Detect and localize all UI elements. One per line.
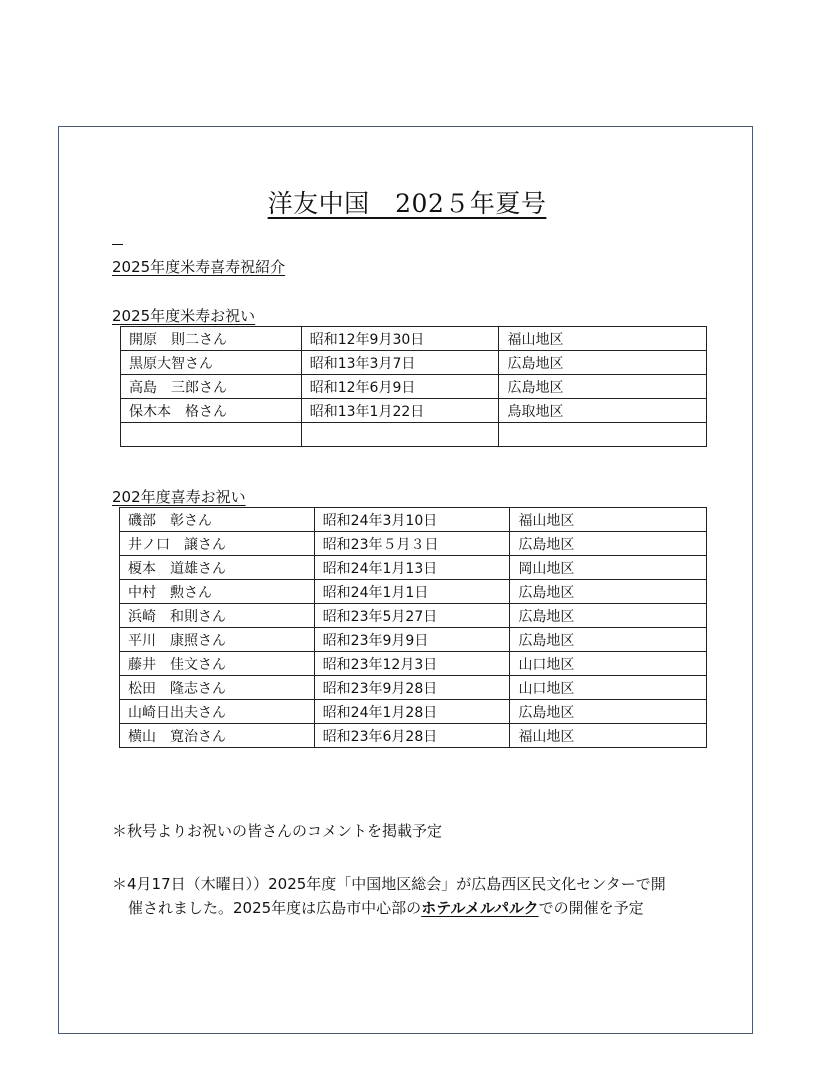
meeting-note-line2 bbox=[112, 896, 666, 920]
name-cell: 横山 寛治さん bbox=[120, 724, 315, 748]
district-cell: 広島地区 bbox=[510, 580, 707, 604]
comment-note: ＊秋号よりお祝いの皆さんのコメントを掲載予定 bbox=[112, 822, 443, 840]
name-cell: 黒原大智さん bbox=[121, 351, 302, 375]
birthdate-cell: 昭和23年9月9日 bbox=[314, 628, 510, 652]
meeting-note-line1: ＊4月17日（木曜日））2025年度「中国地区総会」が広島西区民文化センターで開 bbox=[112, 875, 666, 893]
beiju-heading: 2025年度米寿お祝い bbox=[112, 307, 256, 325]
intro-heading: 2025年度米寿喜寿祝紹介 bbox=[112, 258, 286, 276]
name-cell bbox=[121, 423, 302, 447]
district-cell: 岡山地区 bbox=[510, 556, 707, 580]
kiju-table bbox=[119, 507, 707, 748]
name-cell: 榎本 道雄さん bbox=[120, 556, 315, 580]
birthdate-cell: 昭和23年12月3日 bbox=[314, 652, 510, 676]
name-cell: 高島 三郎さん bbox=[121, 375, 302, 399]
birthdate-cell: 昭和23年5月27日 bbox=[314, 604, 510, 628]
birthdate-cell: 昭和23年５月３日 bbox=[314, 532, 510, 556]
table-row bbox=[120, 700, 707, 724]
table-row bbox=[121, 399, 707, 423]
table-row bbox=[120, 532, 707, 556]
birthdate-cell: 昭和23年6月28日 bbox=[314, 724, 510, 748]
meeting-note-text-end: での開催を予定 bbox=[538, 899, 644, 917]
name-cell: 藤井 佳文さん bbox=[120, 652, 315, 676]
district-cell: 山口地区 bbox=[510, 652, 707, 676]
birthdate-cell: 昭和12年6月9日 bbox=[301, 375, 499, 399]
name-cell: 松田 隆志さん bbox=[120, 676, 315, 700]
district-cell bbox=[499, 423, 707, 447]
table-row bbox=[121, 351, 707, 375]
table-row bbox=[120, 724, 707, 748]
name-cell: 中村 勲さん bbox=[120, 580, 315, 604]
birthdate-cell: 昭和24年1月28日 bbox=[314, 700, 510, 724]
table-row bbox=[120, 628, 707, 652]
stray-underline-mark bbox=[112, 244, 123, 245]
name-cell: 平川 康照さん bbox=[120, 628, 315, 652]
district-cell: 鳥取地区 bbox=[499, 399, 707, 423]
district-cell: 広島地区 bbox=[510, 628, 707, 652]
name-cell: 磯部 彰さん bbox=[120, 508, 315, 532]
venue-name: ホテルメルパルク bbox=[421, 899, 539, 917]
table-row bbox=[120, 580, 707, 604]
newsletter-title: 洋友中国 202５年夏号 bbox=[267, 189, 547, 218]
birthdate-cell: 昭和13年1月22日 bbox=[301, 399, 499, 423]
district-cell: 山口地区 bbox=[510, 676, 707, 700]
meeting-note bbox=[112, 872, 666, 920]
table-row bbox=[121, 423, 707, 447]
birthdate-cell: 昭和12年9月30日 bbox=[301, 327, 499, 351]
birthdate-cell: 昭和24年1月13日 bbox=[314, 556, 510, 580]
district-cell: 福山地区 bbox=[499, 327, 707, 351]
beiju-table bbox=[120, 326, 707, 447]
table-row bbox=[120, 508, 707, 532]
birthdate-cell: 昭和13年3月7日 bbox=[301, 351, 499, 375]
table-row bbox=[120, 604, 707, 628]
birthdate-cell bbox=[301, 423, 499, 447]
birthdate-cell: 昭和24年1月1日 bbox=[314, 580, 510, 604]
name-cell: 浜崎 和則さん bbox=[120, 604, 315, 628]
birthdate-cell: 昭和23年9月28日 bbox=[314, 676, 510, 700]
kiju-heading: 202年度喜寿お祝い bbox=[112, 488, 246, 506]
district-cell: 広島地区 bbox=[499, 351, 707, 375]
district-cell: 福山地区 bbox=[510, 724, 707, 748]
district-cell: 広島地区 bbox=[510, 700, 707, 724]
table-row bbox=[120, 676, 707, 700]
table-row bbox=[120, 652, 707, 676]
meeting-note-text: 催されました。2025年度は広島市中心部の bbox=[128, 899, 422, 917]
table-row bbox=[121, 327, 707, 351]
name-cell: 開原 則二さん bbox=[121, 327, 302, 351]
name-cell: 山崎日出夫さん bbox=[120, 700, 315, 724]
district-cell: 広島地区 bbox=[499, 375, 707, 399]
table-row bbox=[121, 375, 707, 399]
district-cell: 広島地区 bbox=[510, 604, 707, 628]
birthdate-cell: 昭和24年3月10日 bbox=[314, 508, 510, 532]
district-cell: 広島地区 bbox=[510, 532, 707, 556]
district-cell: 福山地区 bbox=[510, 508, 707, 532]
name-cell: 井ノ口 譲さん bbox=[120, 532, 315, 556]
name-cell: 保木本 格さん bbox=[121, 399, 302, 423]
table-row bbox=[120, 556, 707, 580]
